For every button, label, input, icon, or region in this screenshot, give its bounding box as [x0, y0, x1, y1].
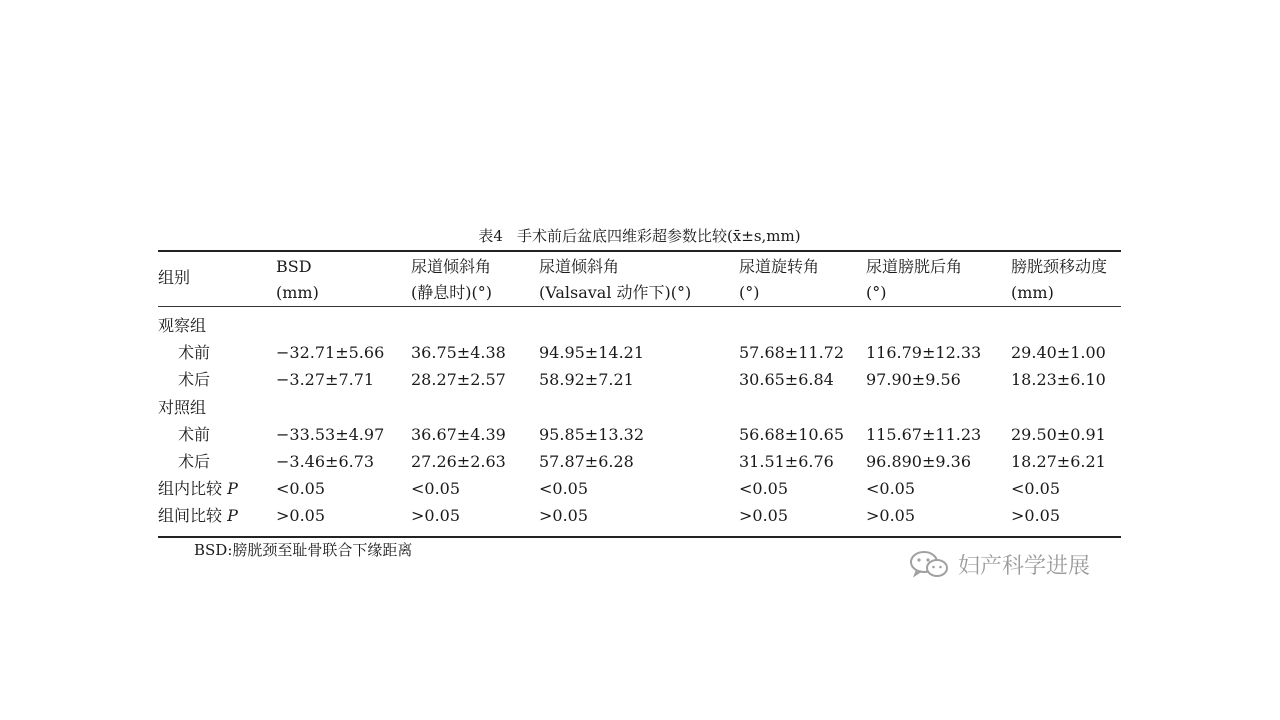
watermark-text: 妇产科学进展: [958, 553, 1091, 579]
data-table: [158, 250, 1121, 538]
cell-value: −3.46±6.73: [276, 452, 375, 471]
cell-value: 95.85±13.32: [539, 425, 645, 444]
row-label: 术前: [178, 425, 211, 444]
cell-value: >0.05: [539, 506, 589, 525]
row-label: 术后: [178, 452, 211, 471]
cell-value: 29.40±1.00: [1011, 343, 1106, 362]
cell-value: <0.05: [539, 479, 589, 498]
header-bsd: BSD (mm): [276, 257, 319, 302]
row-group-label: 对照组: [158, 398, 207, 417]
row-group-label: 观察组: [158, 316, 207, 335]
cell-value: 36.67±4.39: [411, 425, 506, 444]
cell-value: 36.75±4.38: [411, 343, 506, 362]
table-header: [158, 252, 1121, 307]
header-group: 组别: [158, 268, 191, 287]
table-number: 表4: [478, 227, 503, 245]
table-footnote: BSD:膀胱颈至耻骨联合下缘距离: [194, 541, 413, 559]
cell-value: 97.90±9.56: [866, 370, 961, 389]
cell-value: −3.27±7.71: [276, 370, 375, 389]
cell-value: 18.23±6.10: [1011, 370, 1106, 389]
cell-value: <0.05: [411, 479, 461, 498]
row-label: 组间比较 P: [158, 506, 238, 525]
cell-value: 29.50±0.91: [1011, 425, 1106, 444]
cell-value: 30.65±6.84: [739, 370, 834, 389]
cell-value: 31.51±6.76: [739, 452, 834, 471]
row-label: 术前: [178, 343, 211, 362]
cell-value: 115.67±11.23: [866, 425, 982, 444]
table-row: [158, 367, 1121, 394]
watermark: [908, 548, 1090, 580]
header-urethral-tilt-rest: 尿道倾斜角 (静息时)(°): [411, 257, 492, 302]
cell-value: <0.05: [739, 479, 789, 498]
table-row: [158, 422, 1121, 449]
cell-value: <0.05: [276, 479, 326, 498]
table-row: [158, 449, 1121, 476]
table-row-between-group-p: [158, 503, 1121, 530]
row-label: 术后: [178, 370, 211, 389]
table-title: 手术前后盆底四维彩超参数比较(x̄±s,mm): [516, 227, 801, 245]
cell-value: >0.05: [276, 506, 326, 525]
cell-value: 56.68±10.65: [739, 425, 845, 444]
cell-value: <0.05: [1011, 479, 1061, 498]
cell-value: 28.27±2.57: [411, 370, 506, 389]
cell-value: 57.68±11.72: [739, 343, 845, 362]
row-label: 组内比较 P: [158, 479, 238, 498]
header-bladder-neck-mobility: 膀胱颈移动度 (mm): [1011, 257, 1108, 302]
table-body: [158, 307, 1121, 536]
cell-value: 57.87±6.28: [539, 452, 634, 471]
cell-value: −32.71±5.66: [276, 343, 385, 362]
cell-value: −33.53±4.97: [276, 425, 385, 444]
header-retrovesical-angle: 尿道膀胱后角 (°): [866, 257, 963, 302]
header-urethral-tilt-valsalva: 尿道倾斜角 (Valsaval 动作下)(°): [539, 257, 692, 302]
cell-value: 116.79±12.33: [866, 343, 982, 362]
cell-value: 58.92±7.21: [539, 370, 634, 389]
wechat-icon: [908, 549, 950, 579]
cell-value: >0.05: [739, 506, 789, 525]
table-row-control-group: [158, 395, 1121, 422]
table-row: [158, 340, 1121, 367]
cell-value: 96.890±9.36: [866, 452, 972, 471]
cell-value: >0.05: [1011, 506, 1061, 525]
cell-value: 18.27±6.21: [1011, 452, 1106, 471]
cell-value: >0.05: [411, 506, 461, 525]
table-row-observation-group: [158, 313, 1121, 340]
cell-value: 27.26±2.63: [411, 452, 506, 471]
cell-value: 94.95±14.21: [539, 343, 645, 362]
table-caption: [158, 226, 1121, 246]
cell-value: <0.05: [866, 479, 916, 498]
cell-value: >0.05: [866, 506, 916, 525]
table-row-within-group-p: [158, 476, 1121, 503]
header-urethral-rotation: 尿道旋转角 (°): [739, 257, 820, 302]
